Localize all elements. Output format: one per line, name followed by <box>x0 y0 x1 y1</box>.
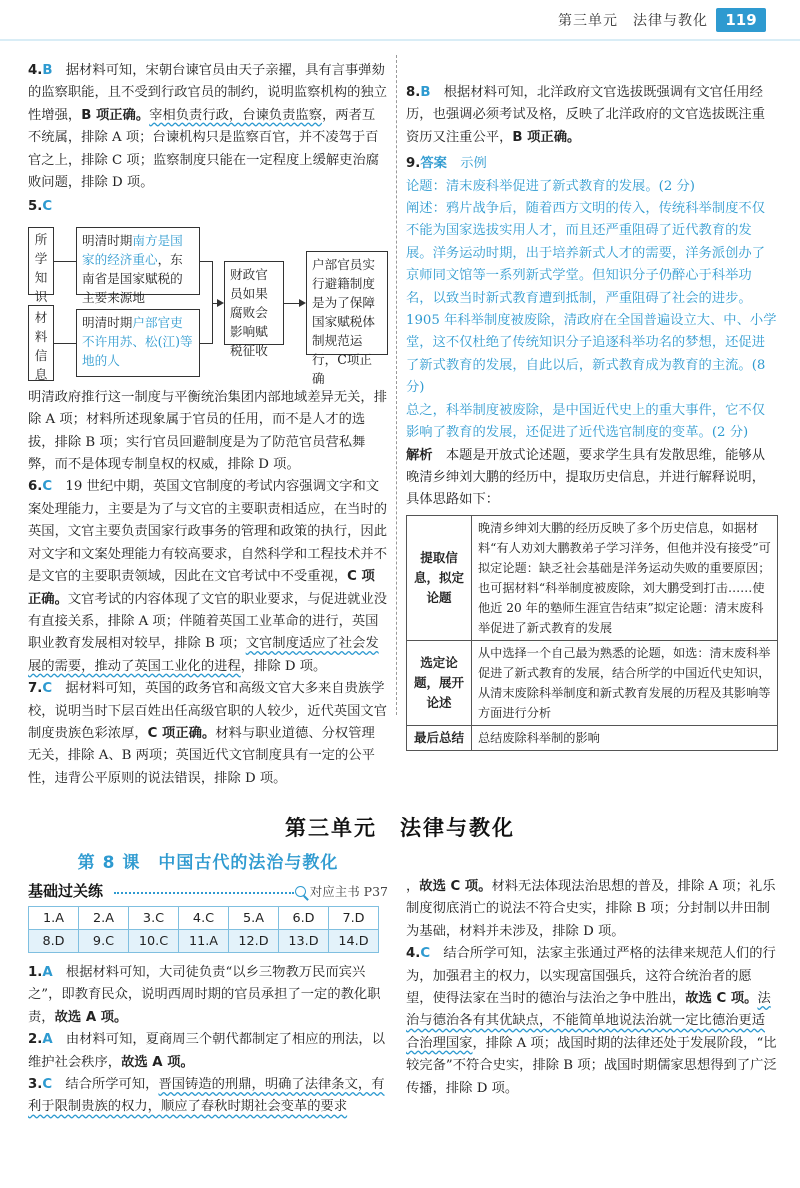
q7-answer: 7.C 据材料可知，英国的政务官和高级文官大多来自贵族学校，说明当时下层百姓出任高级官职的人较少，近代英国文官制度贵族色彩浓厚，C 项正确。材料与职业道德、分权管理无关，排除 A、B 两项；英国近代文官制度具有一定的公平性，违背公平原则的说法错误，排除 D 项。 <box>28 681 388 786</box>
q9-thesis: 论题：清末废科举促进了新式教育的发展。(2 分) <box>406 178 695 194</box>
table-row-body: 总结废除科举制的影响 <box>472 725 778 750</box>
flow-connector <box>54 261 76 262</box>
flow-arrow <box>217 299 224 307</box>
q9-elaboration: 阐述：鸦片战争后，随着西方文明的传入，传统科举制度不仅不能为国家选拔实用人才，而且还严重阻碍了近代教育的发展。洋务运动时期，出于培养新式人才的需要，洋务派创办了京师同文馆等一系列新式学堂。但知识分子仍醉心于科举功名，以致当时新式教育遭到抵制，严重阻碍了社会的进步。1905 年科举制度被废除，清政府在全国普遍设立大、中、小学堂，这不仅杜绝了传统知识分子追逐科举功名的梦想，还促进了新式教育的发展，自此以后，新式教育成为教育的主流。(8 分) <box>406 201 777 396</box>
flow-connector <box>200 261 212 262</box>
q9-analysis: 解析 本题是开放式论述题，要求学生具有发散思维，能够从晚清乡绅刘大鹏的经历中，提取历史信息，并进行解释说明，具体思路如下： <box>406 447 766 508</box>
q9-conclusion: 总之，科举制度被废除，是中国近代史上的重大事件，它不仅影响了教育的发展，还促进了近代选官制度的变革。(2 分) <box>406 402 766 441</box>
textbook-reference: 对应主书 P37 <box>295 882 388 900</box>
l4-answer: 4.C 结合所学可知，法家主张通过严格的法律来规范人们的行为，加强君主的权力，以实现富国强兵，这符合统治者的愿望，使得法家在当时的德治与法治之争中胜出，故选 C 项。法治与德治各有其优缺点，不能简单地说法治就一定比德治更适合治理国家，排除 A 项；战国时期的法律还处于发展阶段，“比较完备”不符合史实，排除 B 项；战国时期儒家思想得到了广泛传播，排除 D 项。 <box>406 946 777 1096</box>
flow-box-material: 明清时期户部官吏不许用苏、松(江)等地的人 <box>76 309 200 377</box>
table-row-head: 选定论题，展开论述 <box>407 640 472 725</box>
basic-practice-title: 基础过关练 <box>28 882 104 900</box>
answer-cell: 11.A <box>179 930 229 953</box>
table-row-body: 晚清乡绅刘大鹏的经历反映了多个历史信息，如据材料“有人劝刘大鹏教弟子学习洋务，但他并没有接受”可拟定论题：缺乏社会基础是洋务运动失败的重要原因；也可据材料“科举制度被废除，刘大鹏受到打击……使他近 20 年的塾师生涯宣告结束”拟定论题：清末废科举促进了新式教育的发展 <box>472 515 778 640</box>
answer-cell: 2.A <box>79 907 129 930</box>
answer-cell: 4.C <box>179 907 229 930</box>
flow-label-knowledge: 所学知识 <box>28 227 54 295</box>
l1-answer: 1.A 根据材料可知，大司徒负责“以乡三物教万民而宾兴之”，即教育民众，说明西周时期的官员承担了一定的教化职责，故选 A 项。 <box>28 965 381 1025</box>
table-row <box>407 640 778 725</box>
flow-box-finance: 财政官员如果腐败会影响赋税征收 <box>224 261 284 345</box>
q5-flow-diagram <box>28 223 388 386</box>
column-divider <box>396 55 397 715</box>
dotted-rule <box>114 892 294 894</box>
flow-label-material: 材料信息 <box>28 305 54 381</box>
right-column <box>406 82 778 751</box>
q8-answer: 8.B 根据材料可知，北洋政府文官选拔既强调有文官任用经历，也强调必须考试及格，反映了北洋政府的文官选拔既注重资历又注重公平，B 项正确。 <box>406 85 766 145</box>
answer-cell: 13.D <box>279 930 329 953</box>
q9-analysis-table <box>406 515 778 751</box>
table-row <box>407 515 778 640</box>
q5-explanation: 明清政府推行这一制度与平衡统治集团内部地域差异无关，排除 A 项；材料所述现象属于官员的任用，而不是人才的选拔，排除 B 项；实行官员回避制度是为了防范官员营私舞弊，而不是体现专制皇权的权威，排除 D 项。 <box>28 389 388 473</box>
unit-banner: 第三单元 法律与教化 <box>285 816 515 840</box>
q9-heading: 9.答案 示例 <box>406 156 487 172</box>
basic-practice-header <box>28 880 388 904</box>
answer-cell: 1.A <box>29 907 79 930</box>
flow-connector <box>284 303 299 304</box>
lesson8-right-column <box>406 876 778 1100</box>
answer-cell: 12.D <box>229 930 279 953</box>
magnifier-icon <box>295 886 306 897</box>
table-row-head: 提取信息，拟定论题 <box>407 515 472 640</box>
header-divider <box>0 39 800 41</box>
answer-cell: 7.D <box>329 907 379 930</box>
answer-cell: 5.A <box>229 907 279 930</box>
flow-connector <box>200 343 212 344</box>
answer-cell: 9.C <box>79 930 129 953</box>
table-row-head: 最后总结 <box>407 725 472 750</box>
q4-answer: 4.B 据材料可知，宋朝台谏官员由天子亲擢，具有言事弹劾的监察职能，且不受到行政官员的制约，说明监察机构的独立性增强，B 项正确。宰相负责行政，台谏负责监察，两者互不统属，排除 A 项；台谏机构只是监察百官，并不凌驾于百官之上，排除 C 项；监察制度只能在一定程度上缓解吏治腐败问题，排除 D 项。 <box>28 63 388 191</box>
lesson8-left-column <box>28 962 388 1119</box>
left-column <box>28 60 388 790</box>
flow-box-conclusion: 户部官员实行避籍制度是为了保障国家赋税体制规范运行，C项正确 <box>306 251 388 355</box>
answer-grid-row <box>29 930 379 953</box>
page-number: 119 <box>716 8 766 32</box>
flow-arrow <box>299 299 306 307</box>
flow-connector <box>54 343 76 344</box>
unit-header-title: 第三单元 法律与教化 <box>558 13 708 29</box>
answer-grid <box>28 906 379 953</box>
answer-cell: 8.D <box>29 930 79 953</box>
answer-cell: 14.D <box>329 930 379 953</box>
q6-answer: 6.C 19 世纪中期，英国文官制度的考试内容强调文字和文案处理能力，主要是为了与文官的主要职责相适应，在当时的英国，文官主要负责国家行政事务的管理和政策的执行，因此对文字和文案处理能力有较高要求，自然科学和工程技术并不是文官的主要职责领域，因此在文官考试中不受重视，C 项正确。文官考试的内容体现了文官的职业要求，与促进就业没有直接关系，排除 A 项；伴随着英国工业革命的进行，英国职业教育发展相对较早，排除 B 项；文官制度适应了社会发展的需要，推动了英国工业化的进程，排除 D 项。 <box>28 479 388 674</box>
page-header <box>0 0 800 40</box>
flow-box-knowledge: 明清时期南方是国家的经济重心，东南省是国家赋税的主要来源地 <box>76 227 200 295</box>
answer-grid-row <box>29 907 379 930</box>
l3-continued: ，故选 C 项。材料无法体现法治思想的普及，排除 A 项；礼乐制度彻底消亡的说法不符合史实，排除 B 项；分封制以井田制为基础，材料并未涉及，排除 D 项。 <box>406 879 776 939</box>
answer-cell: 10.C <box>129 930 179 953</box>
l3-answer: 3.C 结合所学可知，晋国铸造的刑鼎，明确了法律条文，有利于限制贵族的权力，顺应了春秋时期社会变革的要求 <box>28 1077 385 1115</box>
table-row-body: 从中选择一个自己最为熟悉的论题，如选：清末废科举促进了新式教育的发展，结合所学的中国近代史知识，从清末废除科举制度和新式教育发展的历程及其影响等方面进行分析 <box>472 640 778 725</box>
table-row <box>407 725 778 750</box>
answer-cell: 3.C <box>129 907 179 930</box>
l2-answer: 2.A 由材料可知，夏商周三个朝代都制定了相应的刑法，以维护社会秩序，故选 A 项。 <box>28 1032 386 1070</box>
q5-answer: 5.C <box>28 199 53 215</box>
answer-cell: 6.D <box>279 907 329 930</box>
lesson-title: 第 8 课 中国古代的法治与教化 <box>77 853 339 873</box>
